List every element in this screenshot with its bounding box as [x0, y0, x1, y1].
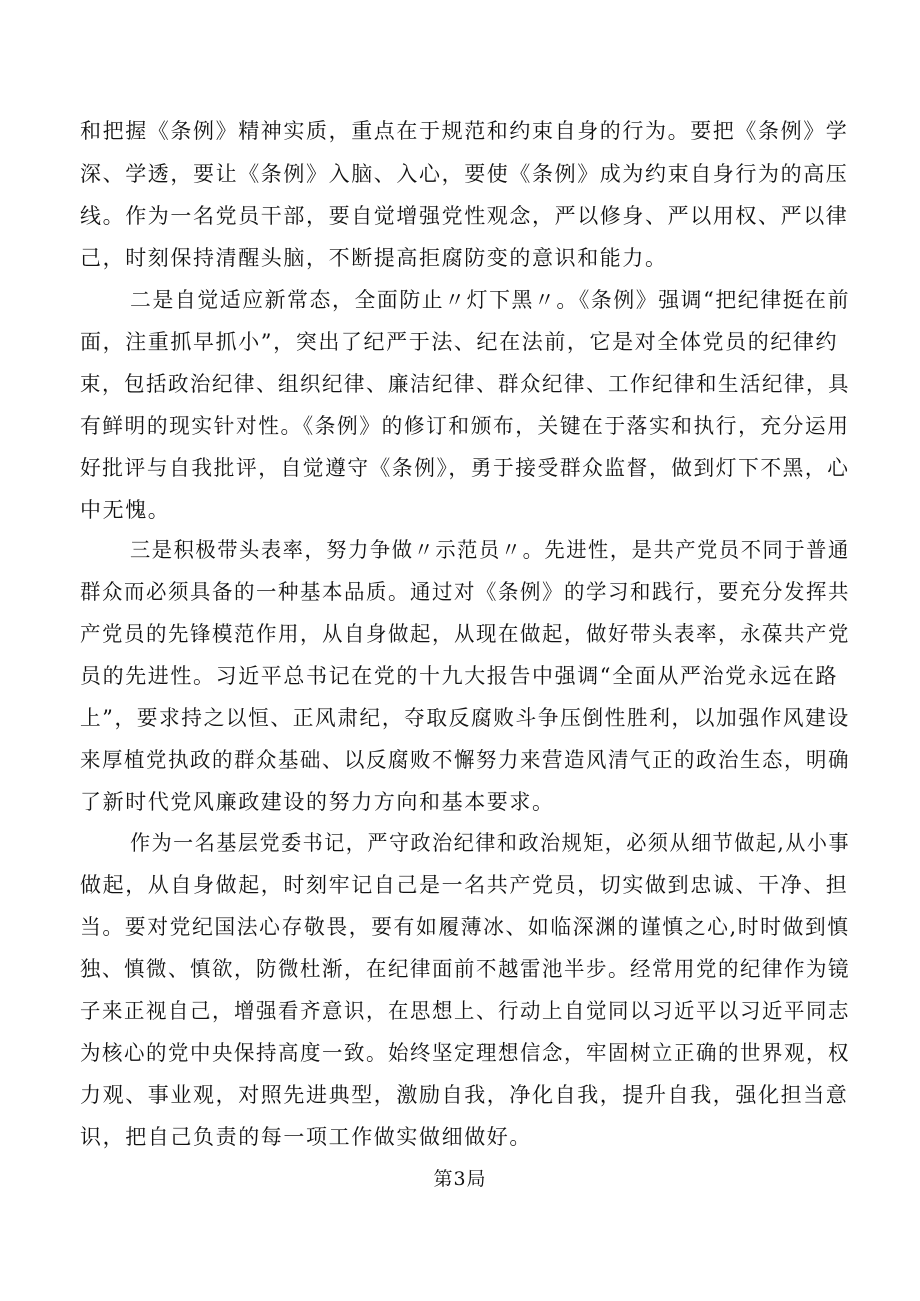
paragraph-2-line-2: 面，注重抓早抓小”，突出了纪严于法、纪在法前，它是对全体党员的纪律约: [80, 330, 839, 354]
paragraph-4-line-2: 做起，从自身做起，时刻牢记自己是一名共产党员，切实做到忠诚、干净、担: [80, 873, 849, 897]
paragraph-3-line-4: 员的先进性。习近平总书记在党的十九大报告中强调“全面从严治党永远在路: [80, 664, 839, 688]
paragraph-4-line-5: 子来正视自己，增强看齐意识，在思想上、行动上自觉同以习近平以习近平同志: [80, 999, 851, 1023]
page-number: 第3局: [433, 1168, 487, 1190]
paragraph-1-line-1: 和把握《条例》精神实质，重点在于规范和约束自身的行为。要把《条例》学: [80, 119, 849, 143]
paragraph-3-line-6: 来厚植党执政的群众基础、以反腐败不懈努力来营造风清气正的政治生态，明确: [80, 748, 851, 772]
paragraph-4-line-8: 识，把自己负责的每一项工作做实做细做好。: [80, 1125, 532, 1149]
paragraph-2-line-1: 二是自觉适应新常态，全面防止〃灯下黑〃。《条例》强调“把纪律挺在前: [130, 288, 851, 312]
paragraph-4-line-7: 力观、事业观，对照先进典型，激励自我，净化自我，提升自我，强化担当意: [80, 1083, 849, 1107]
paragraph-1-line-4: 己，时刻保持清醒头脑，不断提高拒腐防变的意识和能力。: [80, 246, 668, 270]
paragraph-3-line-5: 上”，要求持之以恒、正风肃纪，夺取反腐败斗争压倒性胜利，以加强作风建设: [80, 706, 850, 730]
paragraph-2-line-5: 好批评与自我批评，自觉遵守《条例》，勇于接受群众监督，做到灯下不黑，心: [80, 456, 850, 480]
paragraph-2-line-3: 束，包括政治纪律、组织纪律、廉洁纪律、群众纪律、工作纪律和生活纪律，具: [80, 372, 851, 396]
paragraph-4-line-4: 独、慎微、慎欲，防微杜渐，在纪律面前不越雷池半步。经常用党的纪律作为镜: [80, 957, 851, 981]
paragraph-2-line-4: 有鲜明的现实针对性。《条例》的修订和颁布，关键在于落实和执行，充分运用: [80, 414, 850, 438]
paragraph-1-line-3: 线。作为一名党员干部，要自觉增强党性观念，严以修身、严以用权、严以律: [80, 204, 849, 228]
paragraph-2-line-6: 中无愧。: [80, 498, 171, 522]
paragraph-3-line-2: 群众而必须具备的一种基本品质。通过对《条例》的学习和践行，要充分发挥共: [80, 580, 851, 604]
paragraph-3-line-1: 三是积极带头表率，努力争做〃示范员〃。先进性，是共产党员不同于普通: [130, 538, 850, 562]
paragraph-3-line-3: 产党员的先锋模范作用，从自身做起，从现在做起，做好带头表率，永葆共产党: [80, 622, 851, 646]
paragraph-4-line-1: 作为一名基层党委书记，严守政治纪律和政治规矩，必须从细节做起,从小事: [130, 831, 851, 855]
paragraph-1-line-2: 深、学透，要让《条例》入脑、入心，要使《条例》成为约束自身行为的高压: [80, 162, 849, 186]
paragraph-4-line-3: 当。要对党纪国法心存敬畏，要有如履薄冰、如临深渊的谨慎之心,时时做到慎: [80, 915, 850, 939]
paragraph-4-line-6: 为核心的党中央保持高度一致。始终坚定理想信念，牢固树立正确的世界观，权: [80, 1041, 851, 1065]
paragraph-3-line-7: 了新时代党风廉政建设的努力方向和基本要求。: [80, 790, 555, 814]
